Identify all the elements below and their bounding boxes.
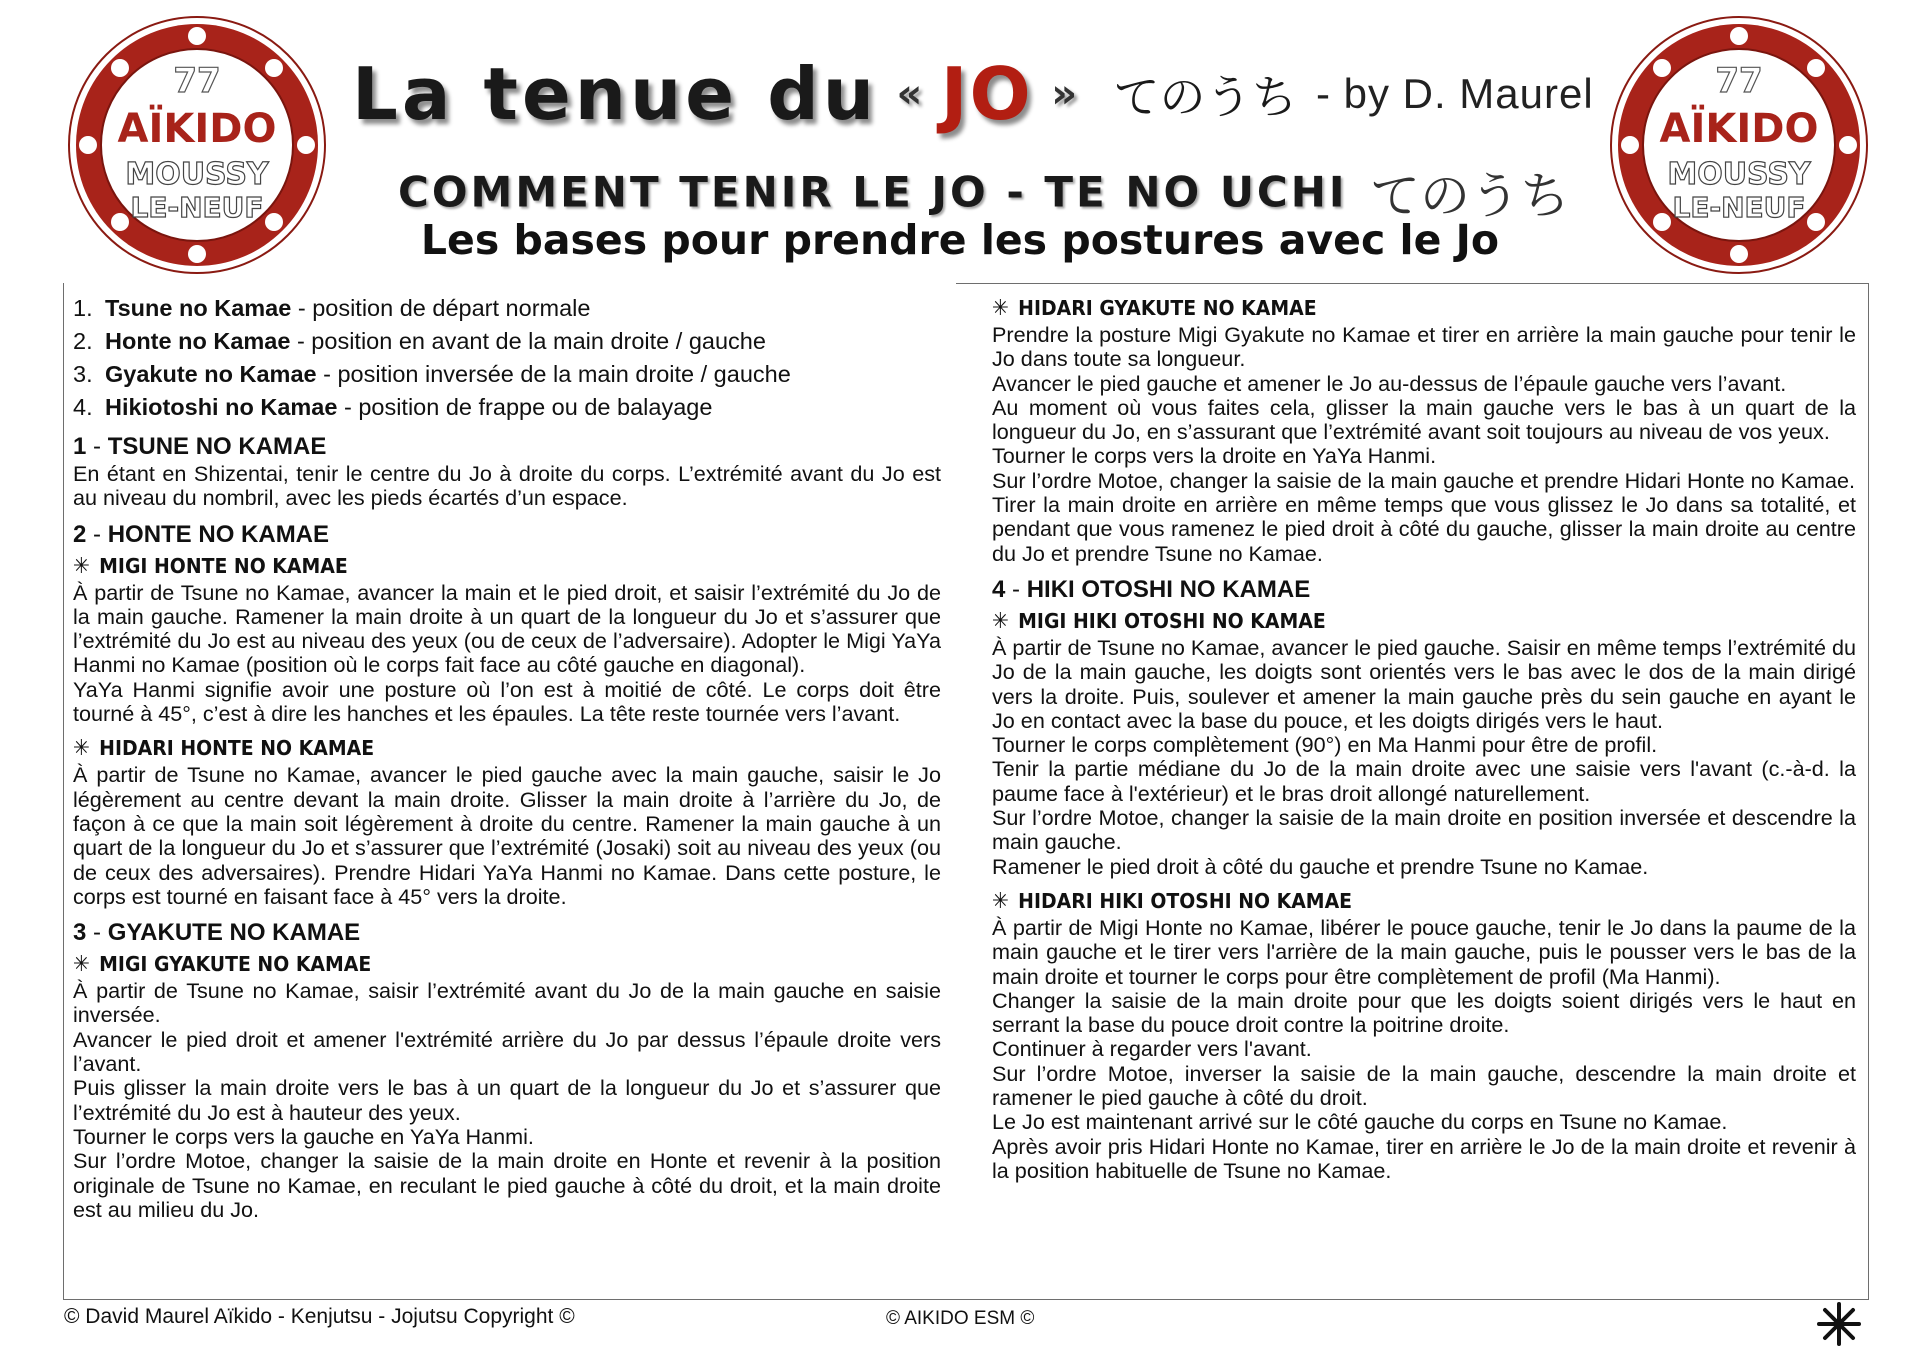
paragraph: Avancer le pied gauche et amener le Jo au-dessus de l’épaule gauche vers l’avant.: [992, 370, 1787, 396]
logo-number: 77: [173, 61, 221, 101]
paragraph: YaYa Hanmi signifie avoir une posture où l’on est à moitié de côté. Le corps doit être tourné à 45°, c’est à dire les hanches et les épaules. La tête reste tournée vers l’avant.: [73, 676, 941, 727]
logo-aikido: AÏKIDO: [1659, 106, 1819, 152]
list-desc: - position en avant de la main droite / gauche: [290, 328, 766, 354]
paragraph: Ramener le pied droit à côté du gauche et prendre Tsune no Kamae.: [992, 853, 1649, 879]
section-number: 3: [73, 919, 87, 947]
section-title: TSUNE NO KAMAE: [107, 433, 327, 460]
paragraph: À partir de Tsune no Kamae, avancer la main et le pied droit, et saisir l’extrémité du Jo de la main gauche. Ramener la main droite à un quart de la longueur du Jo et s’assurer que l’extrémité du Jo est au niveau des yeux (ou de ceux de l’adversaire). Adopter le Migi YaYa Hanmi no Kamae (position où le corps fait face au côté gauche en diagonal).: [73, 579, 941, 678]
asterisk-icon: ✳: [992, 608, 1009, 634]
section-title: HONTE NO KAMAE: [107, 520, 330, 548]
logo-number: 77: [1715, 61, 1763, 101]
list-term: Honte no Kamae: [105, 328, 291, 354]
paragraph: Prendre la posture Migi Gyakute no Kamae et tirer en arrière la main gauche pour tenir le Jo dans toute sa longueur.: [992, 322, 1856, 372]
list-item: [73, 292, 941, 325]
subsection-heading: [73, 552, 872, 581]
asterisk-icon: ✳: [992, 296, 1009, 321]
section-dash: -: [86, 919, 108, 947]
list-number: 1.: [73, 295, 93, 321]
section-heading: [73, 432, 941, 462]
paragraph: Tourner le corps vers la droite en YaYa Hanmi.: [992, 443, 1437, 469]
list-term: Tsune no Kamae: [105, 295, 292, 321]
subsection-heading: [992, 607, 1787, 636]
asterisk-icon: ✳: [992, 888, 1009, 914]
list-term: Gyakute no Kamae: [105, 361, 317, 387]
section-heading: [992, 575, 1856, 605]
section-number: 2: [73, 520, 87, 548]
paragraph: Sur l’ordre Motoe, changer la saisie de la main droite en Honte et revenir à la position originale de Tsune no Kamae, en reculant le pied gauche à côté du droit, et la main droite est au milieu du Jo.: [73, 1148, 941, 1222]
logo-aikido: AÏKIDO: [117, 106, 277, 152]
asterisk-icon: ✳: [73, 553, 90, 579]
section-number: 1: [73, 433, 87, 460]
logo-le-neuf: LE-NEUF: [1672, 191, 1806, 224]
section-dash: -: [86, 520, 108, 548]
list-desc: - position de frappe ou de balayage: [337, 394, 713, 420]
asterisk-icon: ✳: [73, 952, 90, 978]
paragraph: En étant en Shizentai, tenir le centre du Jo à droite du corps. L’extrémité avant du Jo est au niveau du nombril, avec les pieds écartés d’un espace.: [73, 461, 941, 511]
frame-top-border: [956, 283, 1868, 284]
quote-open: «: [896, 71, 923, 117]
paragraph: À partir de Migi Honte no Kamae, libérer le pouce gauche, tenir le Jo dans la paume de la main gauche et le tirer vers l'arrière de la main gauche, puis le pousser vers le bas de la main droite et tourner le corps pour être complètement de profil (Ma Hanmi).: [992, 914, 1856, 989]
paragraph: À partir de Tsune no Kamae, saisir l’extrémité avant du Jo de la main gauche en saisie inversée.: [73, 978, 941, 1028]
section-title: GYAKUTE NO KAMAE: [107, 919, 361, 947]
subtitle-kana: てのうち: [1370, 168, 1570, 224]
section-number: 4: [992, 575, 1006, 603]
kamae-list: [73, 292, 941, 424]
subtitle-text: COMMENT TENIR LE JO - TE NO UCHI: [398, 167, 1348, 217]
section-heading: [73, 520, 941, 550]
paragraph: Le Jo est maintenant arrivé sur le côté gauche du corps en Tsune no Kamae.: [992, 1109, 1728, 1135]
paragraph: Tirer la main droite en arrière en même temps que vous glissez le Jo dans sa totalité, et pendant que vous ramenez le pied droit à côté du gauche, glisser la main droite au centre du Jo et prendre Tsune no Kamae.: [992, 492, 1856, 566]
subsection-title: MIGI HIKI OTOSHI NO KAMAE: [1018, 608, 1326, 633]
list-item: [73, 325, 941, 358]
paragraph: À partir de Tsune no Kamae, avancer le pied gauche avec la main gauche, saisir le Jo légèrement au centre devant la main droite. Glisser la main droite à l’arrière du Jo, de façon à ce que la main soit légèrement à droite du centre. Ramener la main gauche à un quart de la longueur du Jo et s’assurer que l’extrémité (Josaki) soit au niveau des yeux (ou de ceux des adversaires). Prendre Hidari YaYa Hanmi no Kamae. Dans cette posture, le corps est tourné en faisant face à 45° vers la droite.: [73, 762, 941, 909]
list-number: 4.: [73, 394, 93, 420]
title-jo: JO: [940, 52, 1033, 136]
page-title: [352, 52, 1594, 136]
right-column: [992, 292, 1856, 1183]
title-kana: てのうち: [1113, 71, 1298, 123]
paragraph: Au moment où vous faites cela, glisser la main gauche vers le bas à un quart de la longueur du Jo, en s’assurant que l’extrémité avant soit toujours au niveau de vos yeux.: [992, 394, 1856, 445]
subsection-heading: [992, 887, 1787, 916]
paragraph: Tourner le corps complètement (90°) en Ma Hanmi pour être de profil.: [992, 732, 1658, 758]
subsection-title: HIDARI HIKI OTOSHI NO KAMAE: [1018, 888, 1353, 913]
subsection-title: HIDARI GYAKUTE NO KAMAE: [1018, 296, 1317, 320]
paragraph: Sur l’ordre Motoe, inverser la saisie de la main gauche, descendre la main droite et ramener le pied gauche à côté du droit.: [992, 1060, 1856, 1111]
logo-moussy: MOUSSY: [125, 157, 269, 192]
section-heading: [73, 918, 941, 948]
section-dash: -: [86, 433, 108, 460]
page-tagline: Les bases pour prendre les postures avec le Jo: [420, 216, 1500, 264]
paragraph: Tenir la partie médiane du Jo de la main droite avec une saisie vers l'avant (c.-à-d. la paume face à l'extérieur) et le bras droit allongé naturellement.: [992, 756, 1856, 806]
footer-copyright: © David Maurel Aïkido - Kenjutsu - Jojutsu Copyright ©: [64, 1305, 575, 1328]
subsection-title: HIDARI HONTE NO KAMAE: [99, 736, 375, 761]
list-item: [73, 391, 941, 424]
subsection-heading: [73, 950, 872, 979]
list-term: Hikiotoshi no Kamae: [105, 394, 338, 420]
title-byline: - by D. Maurel: [1315, 70, 1594, 117]
list-number: 3.: [73, 361, 93, 387]
list-number: 2.: [73, 328, 93, 354]
subsection-title: MIGI HONTE NO KAMAE: [99, 553, 348, 578]
paragraph: Continuer à regarder vers l'avant.: [992, 1036, 1312, 1062]
paragraph: Avancer le pied droit et amener l'extrémité arrière du Jo par dessus l’épaule droite vers l’avant.: [73, 1026, 941, 1077]
paragraph: Sur l’ordre Motoe, changer la saisie de la main droite en position inversée et descendre la main gauche.: [992, 805, 1856, 855]
list-item: [73, 358, 941, 391]
paragraph: Sur l’ordre Motoe, changer la saisie de la main gauche et prendre Hidari Honte no Kamae.: [992, 467, 1856, 493]
subsection-heading: [73, 734, 872, 763]
paragraph: Tourner le corps vers la gauche en YaYa Hanmi.: [73, 1123, 534, 1149]
paragraph: Puis glisser la main droite vers le bas à un quart de la longueur du Jo et s’assurer que l’extrémité du Jo est à hauteur des yeux.: [73, 1075, 941, 1125]
quote-close: »: [1051, 71, 1078, 117]
asterisk-icon: [1816, 1301, 1862, 1347]
section-title: HIKI OTOSHI NO KAMAE: [1026, 575, 1311, 603]
title-main: La tenue du: [352, 52, 878, 136]
paragraph: Après avoir pris Hidari Honte no Kamae, tirer en arrière le Jo de la main droite et revenir à la position habituelle de Tsune no Kamae.: [992, 1133, 1856, 1183]
section-dash: -: [1005, 575, 1027, 603]
subsection-heading: [992, 294, 1787, 323]
list-desc: - position inversée de la main droite / gauche: [316, 361, 791, 387]
subsection-title: MIGI GYAKUTE NO KAMAE: [99, 952, 372, 977]
logo-moussy: MOUSSY: [1667, 157, 1811, 192]
logo-le-neuf: LE-NEUF: [130, 191, 264, 224]
left-column: [73, 292, 941, 1222]
paragraph: À partir de Tsune no Kamae, avancer le pied gauche. Saisir en même temps l’extrémité du Jo de la main gauche, les doigts sont orientés vers le bas avec le dos de la main dirigé vers la droite. Puis, soulever et amener la main gauche près du sein gauche en ayant le Jo en contact avec la base du pouce, et les doigts dirigés vers le haut.: [992, 634, 1856, 733]
asterisk-icon: ✳: [73, 736, 90, 762]
footer-center: © AIKIDO ESM ©: [886, 1308, 1035, 1329]
paragraph: Changer la saisie de la main droite pour que les doigts soient dirigés vers le haut en serrant la base du pouce droit contre la poitrine droite.: [992, 987, 1856, 1038]
list-desc: - position de départ normale: [291, 295, 591, 321]
